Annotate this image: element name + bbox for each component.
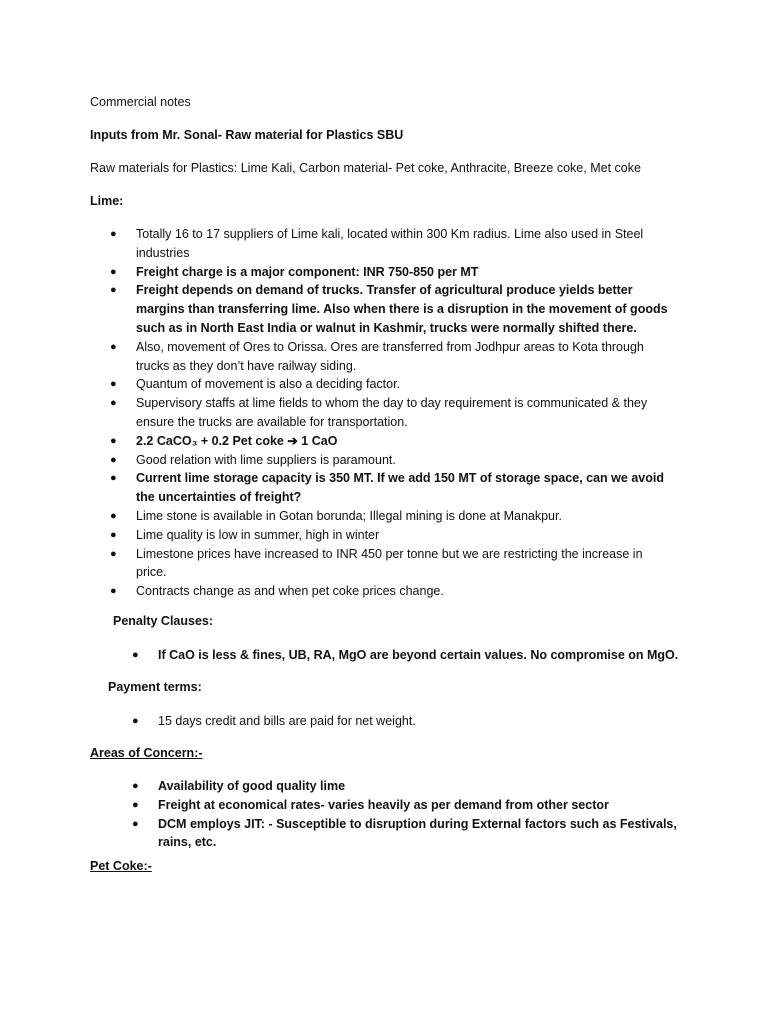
bullet-icon: ● bbox=[110, 434, 117, 447]
bullet-icon: ● bbox=[110, 472, 117, 485]
lime-heading: Lime: bbox=[90, 194, 124, 208]
bullet-icon: ● bbox=[110, 284, 117, 297]
list-item-text: Availability of good quality lime bbox=[158, 779, 346, 793]
list-item bbox=[110, 338, 676, 376]
penalty-heading: Penalty Clauses: bbox=[113, 614, 214, 628]
bullet-icon: ● bbox=[110, 228, 117, 240]
bullet-icon: ● bbox=[110, 378, 117, 391]
list-item bbox=[110, 451, 676, 470]
concern-heading: Areas of Concern:- bbox=[90, 746, 203, 760]
list-item bbox=[110, 394, 676, 432]
payment-heading: Payment terms: bbox=[108, 680, 202, 694]
penalty-list bbox=[132, 646, 698, 665]
bullet-icon: ● bbox=[110, 265, 117, 278]
bullet-icon: ● bbox=[132, 780, 139, 792]
list-item-text: 15 days credit and bills are paid for net weight. bbox=[158, 714, 416, 728]
doc-title: Commercial notes bbox=[90, 95, 191, 109]
list-item bbox=[110, 375, 676, 394]
list-item-text: DCM employs JIT: - Susceptible to disruption during External factors such as Festivals, rains, etc. bbox=[158, 816, 677, 850]
bullet-icon: ● bbox=[110, 340, 117, 353]
list-item-text: Supervisory staffs at lime fields to whom the day to day requirement is communicated & they ensure the trucks are available for transportation. bbox=[136, 396, 648, 429]
bullet-icon: ● bbox=[110, 397, 117, 410]
list-item-text: If CaO is less & fines, UB, RA, MgO are beyond certain values. No compromise on MgO. bbox=[158, 648, 679, 662]
list-item bbox=[110, 432, 676, 451]
list-item bbox=[132, 777, 698, 796]
list-item bbox=[132, 646, 698, 665]
list-item bbox=[110, 582, 676, 601]
list-item bbox=[110, 526, 676, 545]
list-item-text: Also, movement of Ores to Orissa. Ores are transferred from Jodhpur areas to Kota through trucks as they don’t have railway siding. bbox=[136, 339, 644, 373]
list-item-text: Freight depends on demand of trucks. Transfer of agricultural produce yields better margins than transferring lime. Also when there is a disruption in the movement of goods such as in North East India or walnut in Kashmir, trucks were normally shifted there. bbox=[136, 283, 668, 335]
list-item bbox=[110, 225, 676, 263]
list-item bbox=[132, 796, 698, 815]
bullet-icon: ● bbox=[110, 453, 117, 466]
raw-materials-line: Raw materials for Plastics: Lime Kali, Carbon material- Pet coke, Anthracite, Breeze coke, Met coke bbox=[90, 161, 641, 175]
bullet-icon: ● bbox=[132, 649, 139, 661]
bullet-icon: ● bbox=[110, 509, 117, 522]
list-item bbox=[110, 281, 676, 337]
bullet-icon: ● bbox=[132, 798, 139, 811]
list-item-text: Contracts change as and when pet coke prices change. bbox=[136, 584, 444, 599]
bullet-icon: ● bbox=[132, 715, 139, 727]
list-item bbox=[110, 507, 676, 526]
list-item bbox=[110, 545, 676, 583]
bullet-icon: ● bbox=[110, 547, 117, 560]
list-item-text: Lime stone is available in Gotan borunda; Illegal mining is done at Manakpur. bbox=[136, 508, 562, 523]
bullet-icon: ● bbox=[132, 817, 139, 830]
list-item-text: Freight at economical rates- varies heavily as per demand from other sector bbox=[158, 797, 609, 812]
list-item-text: Limestone prices have increased to INR 450 per tonne but we are restricting the increase in price. bbox=[136, 546, 643, 580]
inputs-heading: Inputs from Mr. Sonal- Raw material for Plastics SBU bbox=[90, 128, 404, 142]
list-item-text: Totally 16 to 17 suppliers of Lime kali, located within 300 Km radius. Lime also used in Steel industries bbox=[136, 227, 644, 260]
list-item-text: Freight charge is a major component: INR 750-850 per MT bbox=[136, 264, 479, 279]
list-item bbox=[132, 712, 698, 731]
list-item-text: Lime quality is low in summer, high in winter bbox=[136, 527, 380, 542]
list-item-text: Quantum of movement is also a deciding factor. bbox=[136, 377, 401, 392]
lime-list bbox=[110, 225, 676, 601]
list-item-text: 2.2 CaCO₃ + 0.2 Pet coke ➔ 1 CaO bbox=[136, 433, 338, 448]
list-item-text: Good relation with lime suppliers is paramount. bbox=[136, 452, 396, 467]
list-item-text: Current lime storage capacity is 350 MT. If we add 150 MT of storage space, can we avoid the uncertainties of freight? bbox=[136, 471, 664, 505]
list-item bbox=[110, 263, 676, 282]
list-item bbox=[110, 469, 676, 507]
list-item bbox=[132, 815, 698, 853]
bullet-icon: ● bbox=[110, 585, 117, 598]
petcoke-heading: Pet Coke:- bbox=[90, 859, 152, 873]
payment-list bbox=[132, 712, 698, 731]
bullet-icon: ● bbox=[110, 528, 117, 541]
concern-list bbox=[132, 777, 698, 852]
